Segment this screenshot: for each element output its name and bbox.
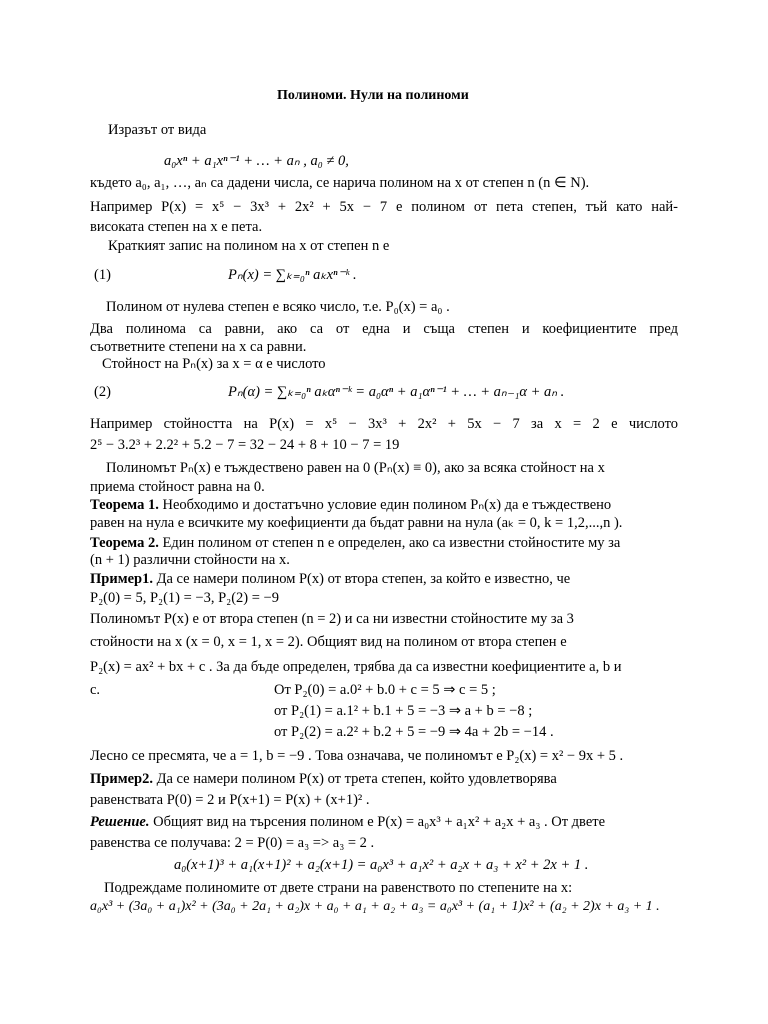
theorem-2 [90,534,620,552]
formula-line: от P₂(2) = a.2² + b.2 + 5 = −9 ⇒ 4a + 2b = −14 . [274,724,554,740]
text-line: Полиномът Pₙ(x) е тъждествено равен на 0 (Pₙ(x) ≡ 0), ако за всяка стойност на x [106,460,605,476]
theorem-1 [90,496,611,514]
solution [90,813,605,831]
text-line: където a₀, a₁, …, aₙ са дадени числа, се нарича полином на x от степен n (n ∈ N). [90,175,590,191]
formula-line: От P₂(0) = a.0² + b.0 + c = 5 ⇒ c = 5 ; [274,682,496,698]
text-line: Лесно се пресмята, че a = 1, b = −9 . Това означава, че полиномът е P₂(x) = x² − 9x + 5 . [90,748,624,764]
text-line: Полином от нулева степен е всяко число, т.е. P₀(x) = a₀ . [106,299,450,315]
theorem-text: Необходимо и достатъчно условие един полином Pₙ(x) да е тъждествено [162,497,612,513]
formula-line: Pₙ(x) = ∑ₖ₌₀ⁿ aₖxⁿ⁻ᵏ . [228,267,357,283]
formula-line: Pₙ(α) = ∑ₖ₌₀ⁿ aₖαⁿ⁻ᵏ = a₀αⁿ + a₁αⁿ⁻¹ + … + aₙ₋₁α + aₙ . [228,384,565,400]
example-2 [90,770,557,788]
text-line: Подреждаме полиномите от двете страни на равенството по степените на x: [104,880,573,896]
example-label: Пример2. [90,771,153,787]
example-1 [90,570,570,588]
text-line: Полиномът P(x) е от втора степен (n = 2) и са ни известни стойностите му за 3 [90,611,574,627]
text-line: Краткият запис на полином на x от степен n е [108,238,390,254]
text-line: равен на нула е всичките му коефициенти да бъдат равни на нула (aₖ = 0, k = 1,2,...,n ). [90,515,623,531]
page-title: Полиноми. Нули на полиноми [277,88,469,103]
text-line: (n + 1) различни стойности на x. [90,552,290,568]
text-line: Изразът от вида [108,122,207,138]
text-line: P₂(x) = ax² + bx + c . За да бъде определен, трябва да са известни коефициентите a, b и [90,659,622,675]
formula-line: 2⁵ − 3.2³ + 2.2² + 5.2 − 7 = 32 − 24 + 8 + 10 − 7 = 19 [90,437,400,453]
solution-text: Общият вид на търсения полином е P(x) = a₀x³ + a₁x² + a₂x + a₃ . От двете [153,814,606,830]
text-line: равенства се получава: 2 = P(0) = a₃ => a₃ = 2 . [90,835,375,851]
text-line: стойности на x (x = 0, x = 1, x = 2). Общият вид на полином от втора степен е [90,634,567,650]
formula-line: P₂(0) = 5, P₂(1) = −3, P₂(2) = −9 [90,590,279,606]
equation-number: (2) [94,384,111,400]
formula-line: равенствата P(0) = 2 и P(x+1) = P(x) + (x+1)² . [90,792,370,808]
equation-number: (1) [94,267,111,283]
formula-line: a₀x³ + (3a₀ + a₁)x² + (3a₀ + 2a₁ + a₂)x + a₀ + a₁ + a₂ + a₃ = a₀x³ + (a₁ + 1)x² + (a₂ + 2)x + a₃ + 1 . [90,899,660,914]
formula-line: от P₂(1) = a.1² + b.1 + 5 = −3 ⇒ a + b = −8 ; [274,703,533,719]
example-text: Да се намери полином P(x) от трета степен, който удовлетворява [156,771,557,787]
example-label: Пример1. [90,571,153,587]
text-line: високата степен на x е пета. [90,219,263,235]
text-line: Например P(x) = x⁵ − 3x³ + 2x² + 5x − 7 е полином от пета степен, тъй като най- [90,199,678,215]
example-text: Да се намери полином P(x) от втора степен, за който е известно, че [156,571,571,587]
theorem-text: Един полином от степен n е определен, ако са известни стойностите му за [162,535,621,551]
theorem-label: Теорема 1. [90,497,159,513]
text-line: Например стойността на P(x) = x⁵ − 3x³ + 2x² + 5x − 7 за x = 2 е числото [90,416,678,432]
theorem-label: Теорема 2. [90,535,159,551]
text-line: Стойност на Pₙ(x) за x = α е числото [102,356,326,372]
text-line: приема стойност равна на 0. [90,479,265,495]
text-line: c. [90,682,101,698]
text-line: Два полинома са равни, ако са от една и съща степен и коефициентите пред [90,321,678,337]
solution-label: Решение. [90,814,150,830]
text-line: съответните степени на x са равни. [90,339,307,355]
formula-line: a₀xⁿ + a₁xⁿ⁻¹ + … + aₙ , a₀ ≠ 0, [164,153,349,169]
formula-line: a₀(x+1)³ + a₁(x+1)² + a₂(x+1) = a₀x³ + a₁x² + a₂x + a₃ + x² + 2x + 1 . [174,857,589,873]
